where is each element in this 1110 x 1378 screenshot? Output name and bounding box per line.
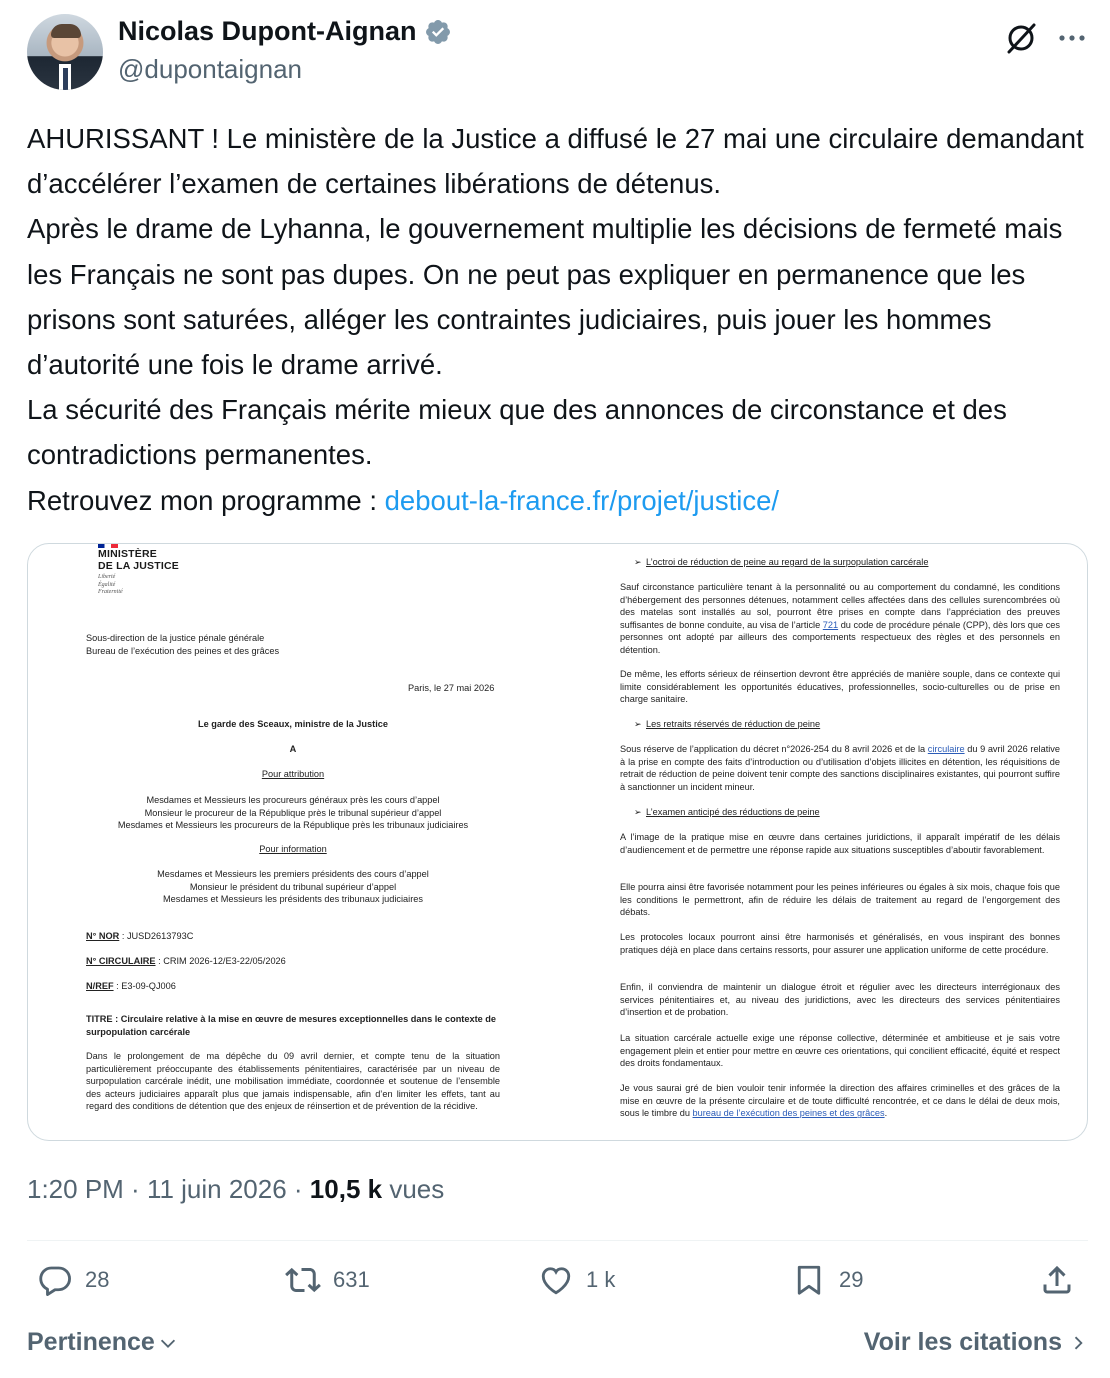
tweet-date[interactable]: 11 juin 2026 <box>146 1174 287 1204</box>
document-recipient-marker: A <box>289 744 297 754</box>
section-arrow-icon: ➢ <box>634 719 642 729</box>
section3-paragraph-3: Les protocoles locaux pourront ainsi être harmonisés et généralisés, en vous inspirant des bonnes pratiques déjà en place dans certains ressorts, pour assurer une application uniforme de cette procédure. <box>620 932 1063 955</box>
information-list: Mesdames et Messieurs les premiers présidents des cours d’appel Monsieur le président du tribunal supérieur d’appel Mesdames et Messieurs les présidents des tribunaux judiciaires <box>157 869 429 905</box>
like-button[interactable] <box>538 1262 615 1298</box>
document-date: Paris, le 27 mai 2026 <box>408 683 495 693</box>
ref-value: : E3-09-QJ006 <box>113 981 176 991</box>
nor-value: : JUSD2613793C <box>119 931 194 941</box>
section2-heading-row <box>634 718 820 731</box>
meta-separator: · <box>123 1174 147 1204</box>
avatar[interactable] <box>27 14 103 90</box>
section3-heading-row <box>634 806 820 819</box>
tweet-link[interactable]: debout-la-france.fr/projet/justice/ <box>384 484 779 516</box>
bookmark-count: 29 <box>839 1267 864 1292</box>
ministry-line-1: MINISTÈRE <box>98 548 157 560</box>
article-721-link: 721 <box>822 619 839 630</box>
section3-heading: L’examen anticipé des réductions de peine <box>646 807 820 817</box>
closing-paragraph <box>620 1082 1063 1120</box>
views-count: 10,5 k <box>309 1174 383 1204</box>
circulaire-value: : CRIM 2026-12/E3-22/05/2026 <box>155 956 286 966</box>
ref-line <box>86 980 176 993</box>
more-icon[interactable] <box>1057 28 1087 48</box>
section-arrow-icon: ➢ <box>634 557 642 567</box>
section1-heading-row <box>634 556 928 569</box>
like-icon <box>538 1262 574 1298</box>
replies-footer <box>27 1328 1088 1364</box>
circulaire-label: N° CIRCULAIRE <box>86 956 156 966</box>
bookmark-icon <box>791 1262 827 1298</box>
meta-separator: · <box>286 1174 310 1204</box>
chevron-right-icon <box>1068 1332 1088 1354</box>
reply-count: 28 <box>85 1267 110 1292</box>
nor-line <box>86 930 193 943</box>
section1-p1-text-a: Sauf circonstance particulière tenant à la personnalité ou au comportement du condamné, les conditions d’hébergement des personnes détenues, notamment celles affectées dans des cellules surencombrées où des matelas sont installés au sol, pourront être prises en compte dans l’appréciation des preuves suffisantes de bonne conduite, au visa de l’article <box>620 582 1063 630</box>
section2-p1-text-a: Sous réserve de l’application du décret n°2026-254 du 8 avril 2026 et de la <box>620 744 928 754</box>
tweet-text <box>27 116 1097 523</box>
author-name-row[interactable] <box>118 16 452 47</box>
grok-icon[interactable] <box>1003 20 1039 56</box>
tweet-body: AHURISSANT ! Le ministère de la Justice a diffusé le 27 mai une circulaire demandant d’accélérer l’examen de certaines libérations de détenus. Après le drame de Lyhanna, le gouvernement multiplie les décisions de fermeté mais les Français ne sont pas dupes. On ne peut pas expliquer en permanence que les prisons sont saturées, alléger les contraintes judiciaires, puis jouer les hommes d’autorité une fois le drame arrivé. La sécurité des Français mérite mieux que des annonces de circonstance et des contradictions permanentes. Retrouvez mon programme : <box>27 123 1084 516</box>
bookmark-button[interactable] <box>791 1262 863 1298</box>
republic-motto: Liberté Égalité Fraternité <box>98 574 123 595</box>
attribution-list: Mesdames et Messieurs les procureurs généraux près les cours d’appel Monsieur le procureur de la République près le tribunal supérieur d’appel Mesdames et Messieurs les procureurs de la République près les tribunaux judiciaires <box>117 795 469 831</box>
reply-icon <box>37 1262 73 1298</box>
ministry-line-2: DE LA JUSTICE <box>98 559 179 572</box>
view-quotes-button[interactable] <box>864 1328 1088 1357</box>
chevron-down-icon <box>157 1332 179 1354</box>
divider <box>27 1240 1088 1241</box>
closing-text-a: Je vous saurai gré de bien vouloir tenir informée la direction des affaires criminelles et des grâces de la mise en œuvre de la présente circulaire et de toute difficulté rencontrée, et ce dans le délai de deux mois, sous le timbre du <box>620 1083 1063 1119</box>
section1-heading: L’octroi de réduction de peine au regard de la surpopulation carcérale <box>646 557 929 567</box>
circulaire-link: circulaire <box>927 744 965 754</box>
attribution-heading: Pour attribution <box>261 769 325 779</box>
share-button[interactable] <box>1039 1262 1075 1298</box>
quotes-label: Voir les citations <box>863 1328 1062 1356</box>
section-arrow-icon: ➢ <box>634 807 642 817</box>
document-sender: Le garde des Sceaux, ministre de la Justice <box>198 719 388 729</box>
repost-button[interactable] <box>285 1262 370 1298</box>
verified-badge-icon <box>424 18 452 46</box>
sort-replies-button[interactable] <box>27 1328 179 1357</box>
reply-button[interactable] <box>37 1262 109 1298</box>
ministry-logo-text <box>98 549 179 572</box>
section3-paragraph-1: A l’image de la pratique mise en œuvre dans certaines juridictions, il apparaît impératif de les délais d’audiencement et de permettre une réponse rapide aux situations susceptibles d’aboutir favorablement. <box>620 832 1063 855</box>
document-title: TITRE : Circulaire relative à la mise en œuvre de mesures exceptionnelles dans le contexte de surpopulation carcérale <box>86 1014 499 1037</box>
tweet-meta <box>27 1174 444 1205</box>
like-count: 1 k <box>586 1267 616 1292</box>
subdirection: Sous-direction de la justice pénale générale Bureau de l’exécution des peines et des grâces <box>86 633 280 656</box>
section1-p1-text-b: du code de procédure pénale (CPP), dès lors que ces personnes ont adopté par ailleurs des comportements respectueux des règles et des personnels en détention. <box>620 619 1063 655</box>
tweet-time[interactable]: 1:20 PM <box>27 1174 124 1204</box>
repost-count: 631 <box>333 1267 370 1292</box>
section1-paragraph-1 <box>620 581 1063 657</box>
tweet-header <box>27 14 1087 94</box>
attached-document-image[interactable] <box>27 543 1088 1141</box>
section3-paragraph-4: Enfin, il conviendra de maintenir un dialogue étroit et régulier avec les directeurs interrégionaux des services pénitentiaires et, au niveau des juridictions, avec les directeurs des services pénitentiaires d’insertion et de probation. <box>620 982 1063 1018</box>
section3-paragraph-5: La situation carcérale actuelle exige une réponse collective, déterminée et ambitieuse et je sais votre engagement plein et entier pour mettre en œuvre ces orientations, qui concilient efficacité, équité et respect des droits fondamentaux. <box>620 1033 1063 1069</box>
author-name[interactable]: Nicolas Dupont-Aignan <box>118 16 417 46</box>
section2-p1-text-b: du 9 avril 2026 relative à la prise en compte des faits d’introduction ou d’utilisation d’objets illicites en détention, les réquisitions de retrait de réduction de peine doivent tenir compte des sanctions disciplinaires existantes, qui pourront suffire à sanctionner un incident mineur. <box>620 744 1063 792</box>
author-handle[interactable]: @dupontaignan <box>118 54 302 84</box>
closing-text-b: . <box>884 1108 888 1119</box>
share-icon <box>1039 1262 1075 1298</box>
nor-label: N° NOR <box>86 931 120 941</box>
information-heading: Pour information <box>259 844 327 854</box>
action-bar <box>27 1262 1088 1312</box>
bureau-link: bureau de l’exécution des peines et des grâces <box>692 1108 885 1119</box>
section2-paragraph-1 <box>620 743 1063 793</box>
sort-label: Pertinence <box>27 1328 155 1356</box>
section1-paragraph-2: De même, les efforts sérieux de réinsertion devront être appréciés de manière souple, dans ce contexte qui limite considérablement les opportunités éducatives, professionnelles, socio-culturelles ou de prise en charge sanitaire. <box>620 669 1063 705</box>
section2-heading: Les retraits réservés de réduction de peine <box>646 719 821 729</box>
intro-paragraph: Dans le prolongement de ma dépêche du 09 avril dernier, et compte tenu de la situation particulièrement préoccupante des établissements pénitentiaires, caractérisée par un niveau de surpopulation carcérale inédit, une mobilisation immédiate, coordonnée et soutenue de l’ensemble des acteurs judiciaires apparaît plus que jamais indispensable, afin d’en limiter les effets, tant au regard des conditions de détention que des enjeux de réinsertion et de prévention de la récidive. <box>86 1051 503 1112</box>
ref-label: N/REF <box>86 981 114 991</box>
repost-icon <box>285 1262 321 1298</box>
circulaire-line <box>86 955 286 968</box>
section3-paragraph-2: Elle pourra ainsi être favorisée notamment pour les peines inférieures ou égales à six mois, chaque fois que les conditions le permettront, afin de réduire les délais de traitement au regard de l’engorgement des débats. <box>620 882 1063 918</box>
views-label: vues <box>382 1174 445 1204</box>
